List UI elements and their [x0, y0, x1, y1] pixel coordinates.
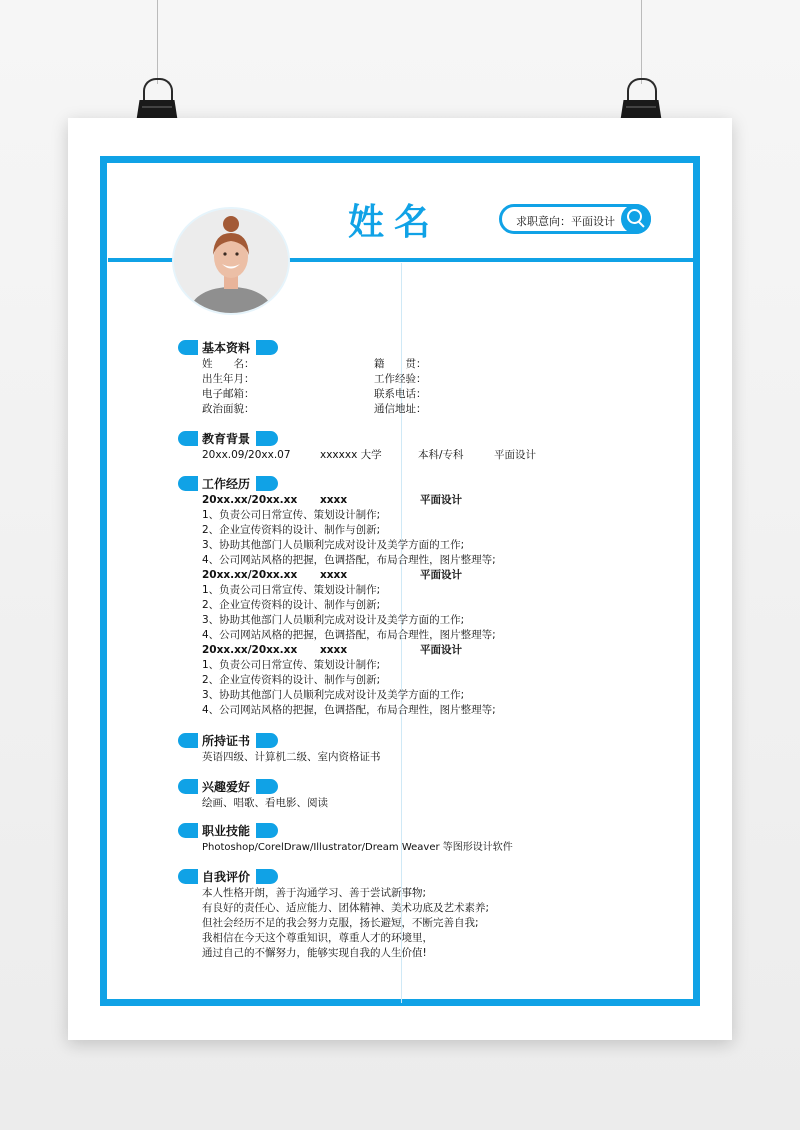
edu-major: 平面设计 — [494, 449, 536, 461]
self-eval-line: 我相信在今天这个尊重知识，尊重人才的环境里， — [202, 932, 433, 944]
field-label-name: 姓 名： — [202, 358, 255, 370]
job-duty: 1、负责公司日常宣传、策划设计制作; — [202, 659, 381, 671]
field-label-experience: 工作经验： — [374, 373, 427, 385]
hanging-string-left — [157, 0, 158, 84]
edu-school: xxxxxx 大学 — [320, 449, 382, 461]
job-duty: 4、公司网站风格的把握，色调搭配，布局合理性，图片整理等; — [202, 704, 496, 716]
job-intent-search-box[interactable] — [499, 204, 651, 234]
field-label-email: 电子邮箱： — [202, 388, 255, 400]
section-hobbies — [178, 778, 658, 811]
section-header — [178, 475, 658, 493]
search-icon[interactable] — [621, 204, 651, 234]
job-company: xxxx — [320, 494, 348, 506]
self-eval-line: 但社会经历不足的我会努力克服，扬长避短，不断完善自我; — [202, 917, 479, 929]
section-education — [178, 430, 658, 463]
section-header — [178, 868, 658, 886]
job-position: 平面设计 — [420, 644, 462, 656]
section-basic-info — [178, 339, 658, 417]
hanging-string-right — [641, 0, 642, 84]
section-header — [178, 778, 658, 796]
job-duty: 4、公司网站风格的把握，色调搭配，布局合理性，图片整理等; — [202, 554, 496, 566]
field-label-hometown: 籍 贯： — [374, 358, 427, 370]
job-duty: 3、协助其他部门人员顺利完成对设计及美学方面的工作; — [202, 614, 465, 626]
section-header — [178, 732, 658, 750]
section-skills — [178, 822, 658, 855]
field-label-phone: 联系电话： — [374, 388, 427, 400]
job-intent-text: 求职意向：平面设计 — [516, 215, 615, 228]
section-title: 工作经历 — [202, 477, 251, 491]
field-label-address: 通信地址： — [374, 403, 427, 415]
job-entry — [178, 493, 658, 568]
section-certificates — [178, 732, 658, 765]
avatar-photo — [172, 207, 290, 315]
field-label-politics: 政治面貌： — [202, 403, 255, 415]
resume-paper — [68, 118, 732, 1040]
section-header — [178, 430, 658, 448]
job-company: xxxx — [320, 644, 348, 656]
section-title: 基本资料 — [202, 341, 251, 355]
job-position: 平面设计 — [420, 494, 462, 506]
job-duty: 1、负责公司日常宣传、策划设计制作; — [202, 584, 381, 596]
skills-text: Photoshop/CorelDraw/Illustrator/Dream Weaver 等图形设计软件 — [202, 842, 513, 853]
self-eval-line: 通过自己的不懈努力，能够实现自我的人生价值! — [202, 947, 427, 959]
certificates-text: 英语四级、计算机二级、室内资格证书 — [202, 751, 381, 763]
job-duty: 2、企业宣传资料的设计、制作与创新; — [202, 674, 381, 686]
job-company: xxxx — [320, 569, 348, 581]
self-eval-line: 有良好的责任心、适应能力、团体精神、美术功底及艺术素养; — [202, 902, 490, 914]
edu-period: 20xx.09/20xx.07 — [202, 449, 291, 461]
job-entry — [178, 568, 658, 643]
section-title: 自我评价 — [202, 870, 251, 884]
section-title: 兴趣爱好 — [202, 780, 251, 794]
edu-degree: 本科/专科 — [418, 449, 464, 461]
job-entry — [178, 643, 658, 718]
job-duty: 3、协助其他部门人员顺利完成对设计及美学方面的工作; — [202, 689, 465, 701]
section-title: 职业技能 — [202, 824, 251, 838]
job-duty: 1、负责公司日常宣传、策划设计制作; — [202, 509, 381, 521]
section-header — [178, 822, 658, 840]
section-work — [178, 475, 658, 718]
self-eval-line: 本人性格开朗，善于沟通学习、善于尝试新事物; — [202, 887, 427, 899]
job-position: 平面设计 — [420, 569, 462, 581]
job-period: 20xx.xx/20xx.xx — [202, 494, 298, 506]
section-self-evaluation — [178, 868, 658, 961]
section-header — [178, 339, 658, 357]
section-title: 教育背景 — [202, 432, 251, 446]
candidate-name: 姓名 — [347, 202, 440, 243]
job-period: 20xx.xx/20xx.xx — [202, 644, 298, 656]
job-duty: 4、公司网站风格的把握，色调搭配，布局合理性，图片整理等; — [202, 629, 496, 641]
job-duty: 2、企业宣传资料的设计、制作与创新; — [202, 599, 381, 611]
job-period: 20xx.xx/20xx.xx — [202, 569, 298, 581]
section-title: 所持证书 — [202, 734, 251, 748]
hobbies-text: 绘画、唱歌、看电影、阅读 — [202, 797, 328, 809]
job-duty: 2、企业宣传资料的设计、制作与创新; — [202, 524, 381, 536]
field-label-birth: 出生年月： — [202, 373, 255, 385]
job-duty: 3、协助其他部门人员顺利完成对设计及美学方面的工作; — [202, 539, 465, 551]
